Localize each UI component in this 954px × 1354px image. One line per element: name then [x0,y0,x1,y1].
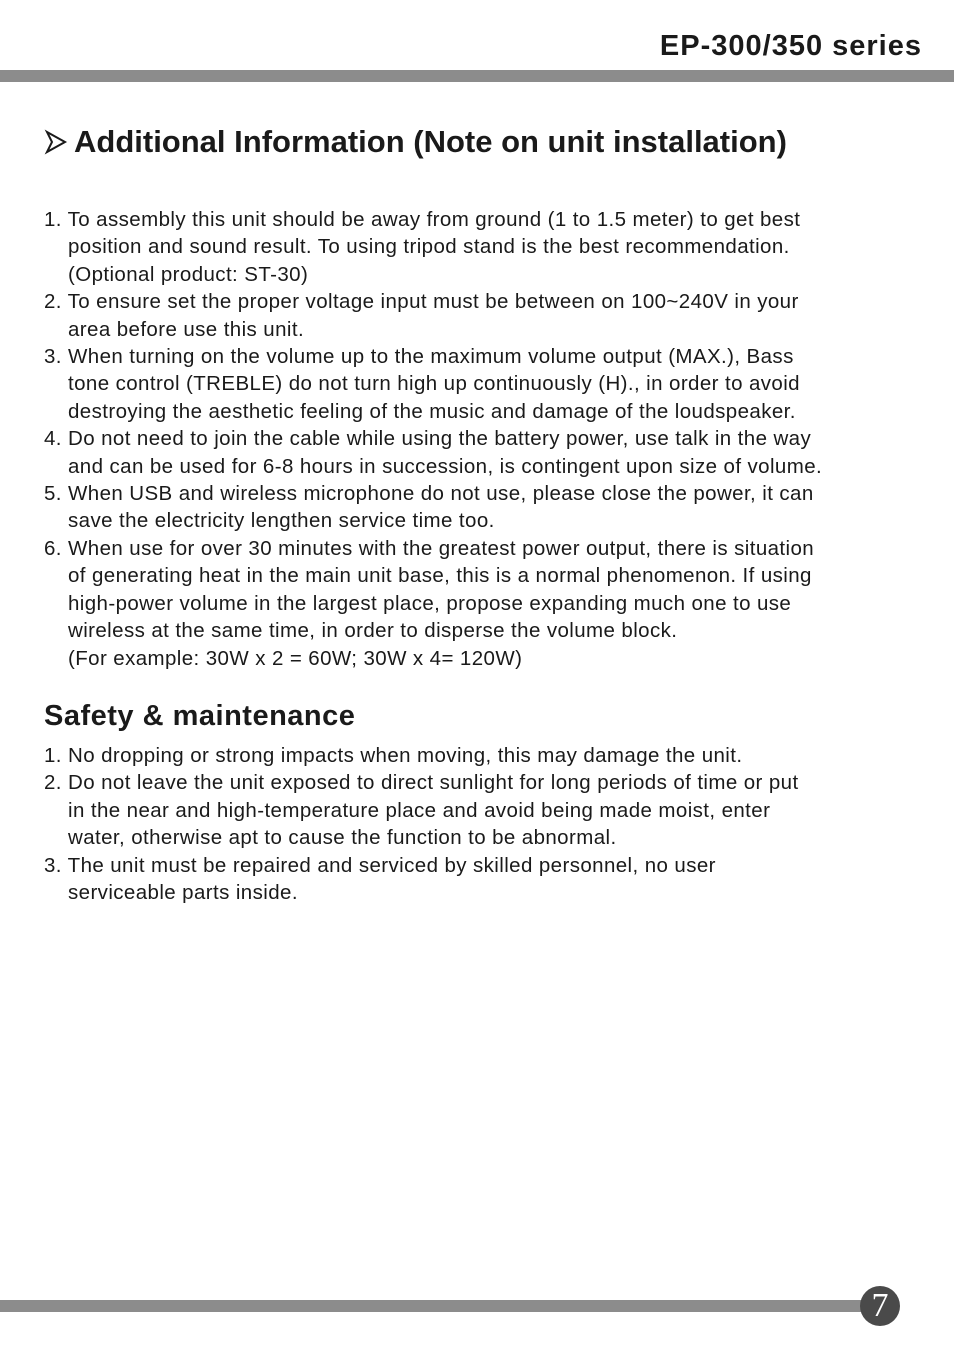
list-item-line: wireless at the same time, in order to disperse the volume block. [68,619,678,643]
list-item-line: of generating heat in the main unit base, this is a normal phenomenon. If using [68,564,812,588]
list-item-line: in the near and high-temperature place and avoid being made moist, enter [68,798,771,822]
list-item-line: position and sound result. To using tripod stand is the best recommendation. [68,235,790,259]
list-item-line: serviceable parts inside. [68,881,298,905]
list-item-line: and can be used for 6-8 hours in succession, is contingent upon size of volume. [68,454,823,478]
list-item [44,425,924,480]
list-item-line: high-power volume in the largest place, propose expanding much one to use [68,591,792,615]
installation-notes-list [44,206,924,672]
list-item-line: (For example: 30W x 2 = 60W; 30W x 4= 120W) [68,646,523,670]
list-item-line: water, otherwise apt to cause the function to be abnormal. [68,826,617,850]
list-item [44,852,924,907]
list-item [44,480,924,535]
list-item-line: 3. When turning on the volume up to the maximum volume output (MAX.), Bass [44,345,794,369]
list-item-line: area before use this unit. [68,317,305,341]
section-heading-label: Additional Information (Note on unit installation) [74,124,787,159]
list-item-line: save the electricity lengthen service time too. [68,509,495,533]
list-item-line: (Optional product: ST-30) [68,262,309,286]
list-item [44,288,924,343]
list-item [44,343,924,425]
footer-divider-bar [0,1300,870,1312]
list-item-line: tone control (TREBLE) do not turn high up continuously (H)., in order to avoid [68,372,800,396]
list-item [44,742,924,769]
list-item-line: 1. To assembly this unit should be away from ground (1 to 1.5 meter) to get best [44,208,801,231]
list-item-line: 3. The unit must be repaired and serviced by skilled personnel, no user [44,853,716,877]
list-item [44,769,924,851]
series-title: EP-300/350 series [659,30,922,62]
section-heading-safety: Safety & maintenance [44,700,356,732]
list-item-line: 6. When use for over 30 minutes with the greatest power output, there is situation [44,536,815,560]
list-item-line: destroying the aesthetic feeling of the music and damage of the loudspeaker. [68,399,796,423]
list-item-line: 1. No dropping or strong impacts when moving, this may damage the unit. [44,744,743,767]
list-item-line: 2. Do not leave the unit exposed to direct sunlight for long periods of time or put [44,771,799,795]
list-item-line: 4. Do not need to join the cable while using the battery power, use talk in the way [44,427,812,451]
header-divider-bar [0,70,954,82]
arrow-bullet-icon [44,129,68,155]
page-number-badge: 7 [860,1286,900,1326]
list-item [44,535,924,672]
list-item-line: 2. To ensure set the proper voltage input must be between on 100~240V in your [44,290,799,314]
list-item-line: 5. When USB and wireless microphone do not use, please close the power, it can [44,482,814,506]
section-heading-additional-info [44,124,787,160]
list-item [44,206,924,288]
safety-list [44,742,924,906]
